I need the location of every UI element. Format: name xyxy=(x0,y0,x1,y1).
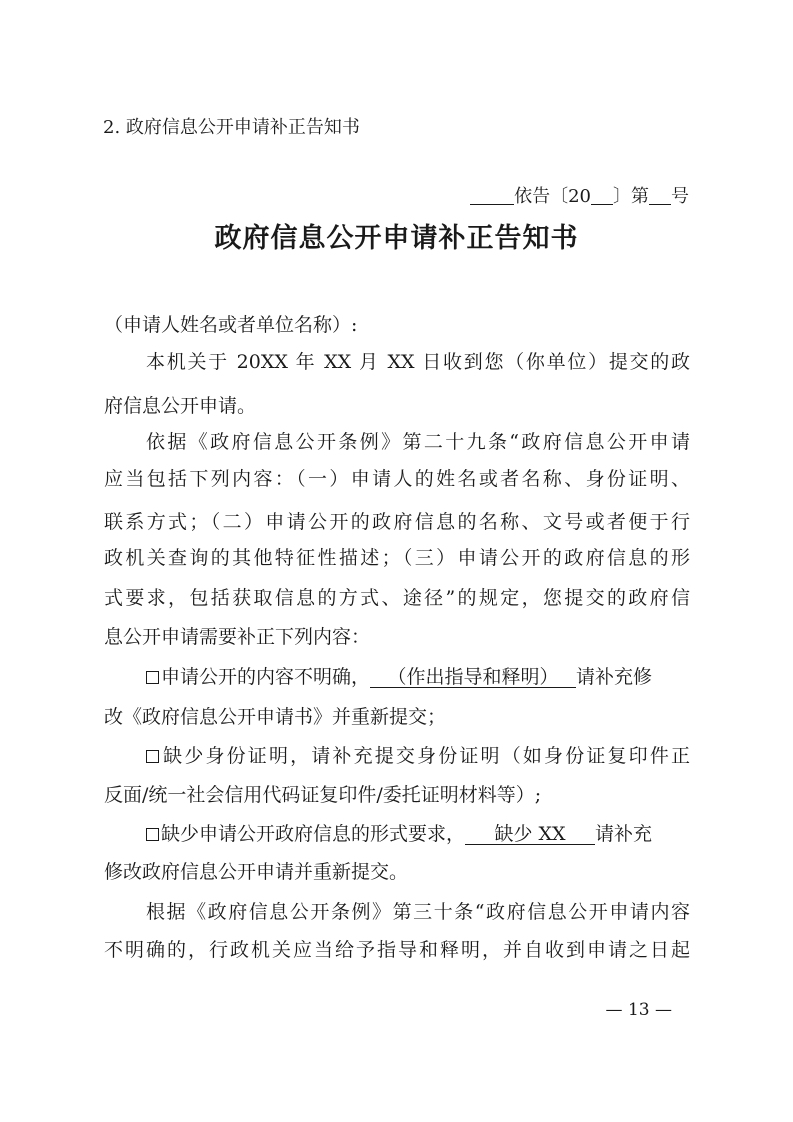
doc-number-part2: 〕第 xyxy=(613,186,649,207)
para2-line5: 式要求，包括获取信息的方式、途径”的规定，您提交的政府信 xyxy=(104,587,690,609)
item1-text: 申请公开的内容不明确， xyxy=(161,666,371,688)
item3-after: 请补充 xyxy=(595,823,653,845)
section-heading: 2. 政府信息公开申请补正告知书 xyxy=(103,117,360,138)
para2-line6: 息公开申请需要补正下列内容： xyxy=(104,626,371,648)
page-number: — 13 — xyxy=(605,1000,672,1020)
item3-line2: 修改政府信息公开申请并重新提交。 xyxy=(104,861,409,883)
para2-line3: 联系方式；（二）申请公开的政府信息的名称、文号或者便于行 xyxy=(104,511,690,533)
item2-line1 xyxy=(146,744,690,768)
para1-line1: 本机关于 20XX 年 XX 月 XX 日收到您（你单位）提交的政 xyxy=(146,351,690,373)
salutation: （申请人姓名或者单位名称）: xyxy=(104,314,358,336)
item1-line1 xyxy=(146,665,652,689)
checkbox-item2[interactable] xyxy=(146,750,159,763)
item1-fill: （作出指导和释明） xyxy=(370,667,576,688)
number-blank xyxy=(649,184,671,205)
item3-fill: 缺少 XX xyxy=(465,824,595,845)
item2-line2: 反面/统一社会信用代码证复印件/委托证明材料等）; xyxy=(104,784,542,806)
para1-line2: 府信息公开申请。 xyxy=(104,395,257,417)
year-blank xyxy=(591,184,613,205)
para2-line4: 政机关查询的其他特征性描述；（三）申请公开的政府信息的形 xyxy=(104,547,690,569)
para3-line1: 根据《政府信息公开条例》第三十条“政府信息公开申请内容 xyxy=(146,901,690,923)
document-number xyxy=(470,184,689,209)
item2-text: 缺少身份证明，请补充提交身份证明（如身份证复印件正 xyxy=(161,745,690,767)
doc-number-part3: 号 xyxy=(671,186,689,207)
doc-number-part1: 依告〔20 xyxy=(514,186,591,207)
item3-line1 xyxy=(146,822,652,846)
item1-line2: 改《政府信息公开申请书》并重新提交； xyxy=(104,706,447,728)
page-title: 政府信息公开申请补正告知书 xyxy=(214,223,579,254)
prefix-blank xyxy=(470,184,514,205)
item1-after: 请补充修 xyxy=(576,666,653,688)
para2-line2: 应当包括下列内容：（一）申请人的姓名或者名称、身份证明、 xyxy=(104,468,690,490)
checkbox-item1[interactable] xyxy=(146,671,159,684)
item3-text: 缺少申请公开政府信息的形式要求， xyxy=(161,823,466,845)
para3-line2: 不明确的，行政机关应当给予指导和释明，并自收到申请之日起 xyxy=(104,939,690,961)
para2-line1: 依据《政府信息公开条例》第二十九条“政府信息公开申请 xyxy=(146,431,690,453)
checkbox-item3[interactable] xyxy=(146,828,159,841)
